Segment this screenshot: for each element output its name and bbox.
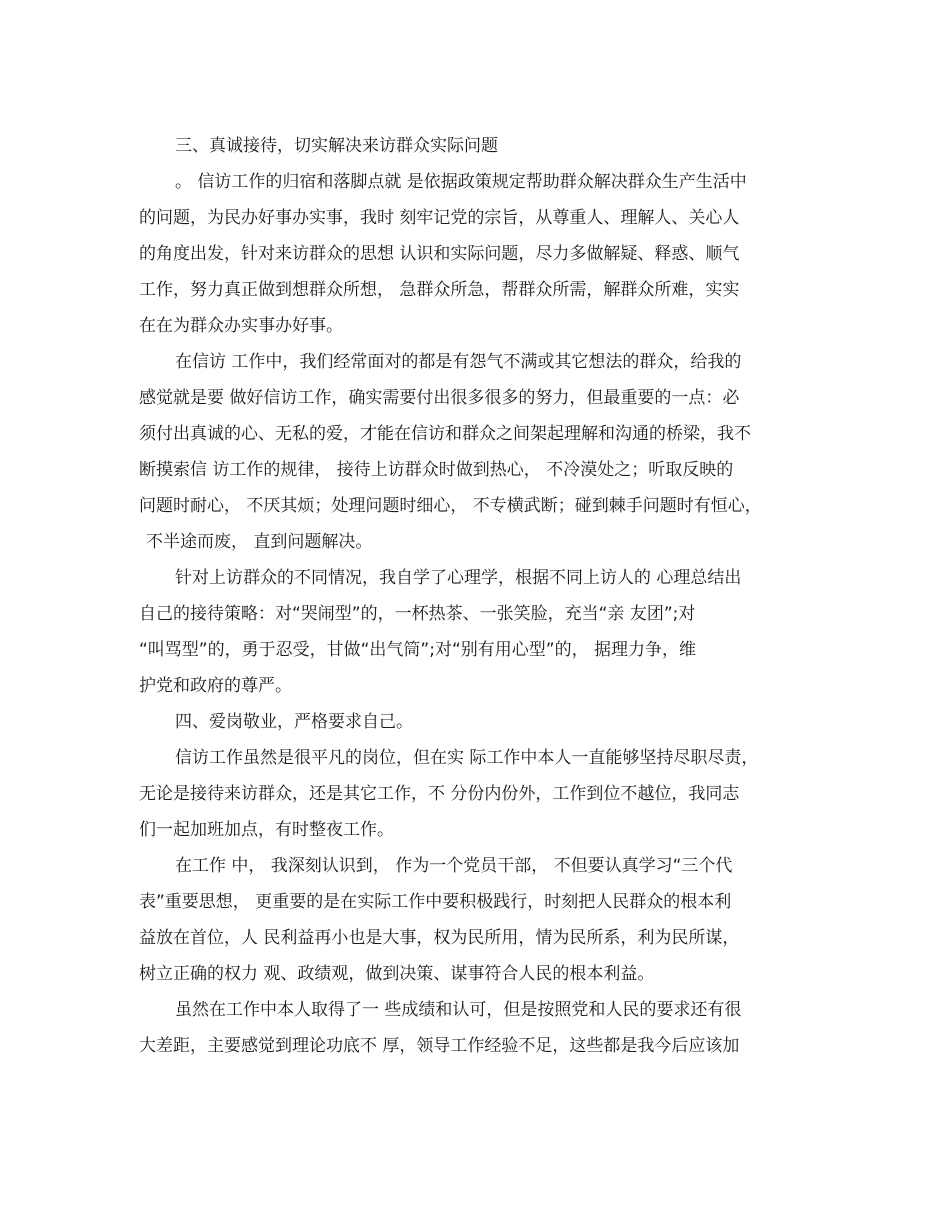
text-line: 不半途而废， 直到问题解决。 [146,532,373,552]
text-line: 。 信访工作的归宿和落脚点就 是依据政策规定帮助群众解决群众生产生活中 [175,172,747,192]
text-line: 感觉就是要 做好信访工作，确实需要付出很多很多的努力，但最重要的一点：必 [139,388,740,408]
text-line: 大差距，主要感觉到理论功底不 厚，领导工作经验不足，这些都是我今后应该加 [139,1036,740,1056]
text-line: 护党和政府的尊严。 [139,676,292,696]
text-line: 的问题，为民办好事办实事，我时 刻牢记党的宗旨，从尊重人、理解人、关心人 [139,208,740,228]
text-line: 虽然在工作中本人取得了一 些成绩和认可，但是按照党和人民的要求还有很 [175,1000,742,1020]
text-line: 们一起加班加点，有时整夜工作。 [139,820,394,840]
text-line: 信访工作虽然是很平凡的岗位，但在实 际工作中本人一直能够坚持尽职尽责， [175,748,759,768]
text-line: 表”重要思想， 更重要的是在实际工作中要积极践行，时刻把人民群众的根本利 [139,892,732,912]
section-heading-3: 三、真诚接待，切实解决来访群众实际问题 [175,136,498,156]
text-line: 工作，努力真正做到想群众所想， 急群众所急，帮群众所需，解群众所难，实实 [139,280,740,300]
text-line: 无论是接待来访群众，还是其它工作，不 分份内份外，工作到位不越位，我同志 [139,784,740,804]
text-line: 须付出真诚的心、无私的爱，才能在信访和群众之间架起理解和沟通的桥梁，我不 [139,424,751,444]
text-line: 在工作 中， 我深刻认识到， 作为一个党员干部， 不但要认真学习“三个代 [175,856,733,876]
text-line: 树立正确的权力 观、政绩观，做到决策、谋事符合人民的根本利益。 [139,964,655,984]
text-line: 针对上访群众的不同情况，我自学了心理学，根据不同上访人的 心理总结出 [175,568,742,588]
text-line: 断摸索信 访工作的规律， 接待上访群众时做到热心， 不冷漠处之；听取反映的 [139,460,734,480]
text-line: 问题时耐心， 不厌其烦；处理问题时细心， 不专横武断；碰到棘手问题时有恒心， [139,496,762,516]
text-line: “叫骂型”的，勇于忍受，甘做“出气筒”;对“别有用心型”的， 据理力争，维 [139,640,696,660]
text-line: 在在为群众办实事办好事。 [139,316,343,336]
text-line: 益放在首位，人 民利益再小也是大事，权为民所用，情为民所系，利为民所谋， [139,928,740,948]
text-line: 在信访 工作中，我们经常面对的都是有怨气不满或其它想法的群众，给我的 [175,352,742,372]
section-heading-4: 四、爱岗敬业，严格要求自己。 [175,712,413,732]
text-line: 自己的接待策略：对“哭闹型”的，一杯热茶、一张笑脸，充当“亲 友团”;对 [139,604,696,624]
text-line: 的角度出发，针对来访群众的思想 认识和实际问题，尽力多做解疑、释惑、顺气 [139,244,740,264]
